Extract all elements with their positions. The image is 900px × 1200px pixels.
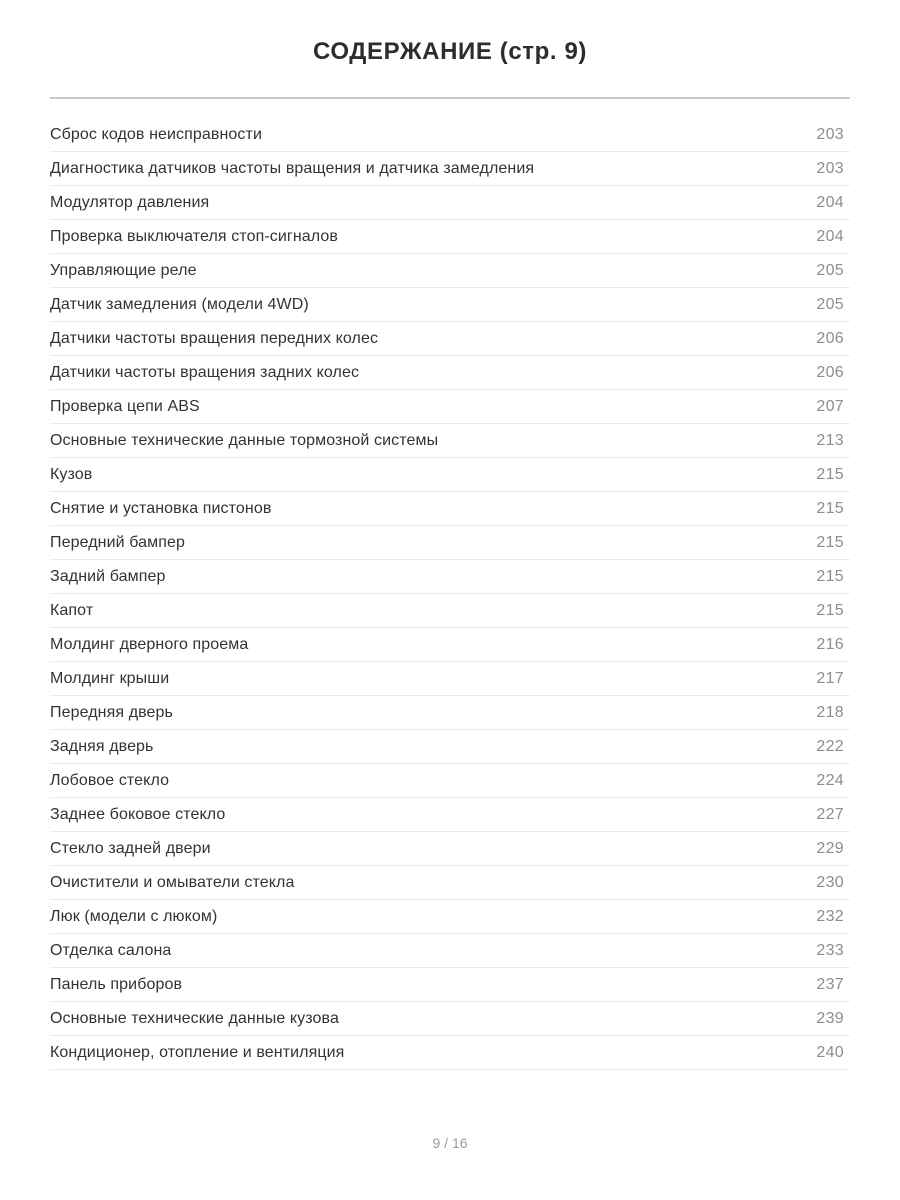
toc-row[interactable] (50, 560, 850, 594)
toc-row[interactable] (50, 628, 850, 662)
toc-entry-title: Молдинг дверного проема (50, 635, 249, 653)
toc-row[interactable] (50, 186, 850, 220)
toc-entry-page-number: 215 (816, 533, 844, 551)
toc-entry-title: Лобовое стекло (50, 771, 170, 789)
toc-entry-title: Диагностика датчиков частоты вращения и датчика замедления (50, 159, 535, 177)
toc-entry-title: Очистители и омыватели стекла (50, 873, 295, 891)
toc-row[interactable] (50, 866, 850, 900)
toc-entry-page-number: 205 (816, 295, 844, 313)
toc-entry-title: Заднее боковое стекло (50, 805, 226, 823)
toc-row[interactable] (50, 492, 850, 526)
toc-entry-page-number: 213 (816, 431, 844, 449)
page-title: СОДЕРЖАНИЕ (стр. 9) (313, 38, 587, 65)
toc-entry-title: Отделка салона (50, 941, 172, 959)
toc-entry-title: Кондиционер, отопление и вентиляция (50, 1043, 345, 1061)
toc-row[interactable] (50, 356, 850, 390)
toc-entry-title: Проверка цепи ABS (50, 397, 200, 415)
toc-entry-page-number: 215 (816, 499, 844, 517)
page-indicator: 9 / 16 (432, 1135, 468, 1151)
toc-list (50, 118, 850, 1070)
toc-entry-page-number: 229 (816, 839, 844, 857)
toc-row[interactable] (50, 220, 850, 254)
toc-entry-title: Кузов (50, 465, 93, 483)
toc-row[interactable] (50, 390, 850, 424)
toc-entry-page-number: 239 (816, 1009, 844, 1027)
toc-entry-page-number: 230 (816, 873, 844, 891)
toc-entry-page-number: 216 (816, 635, 844, 653)
toc-entry-page-number: 204 (816, 227, 844, 245)
toc-entry-title: Датчик замедления (модели 4WD) (50, 295, 309, 313)
toc-row[interactable] (50, 424, 850, 458)
toc-entry-title: Передний бампер (50, 533, 185, 551)
toc-row[interactable] (50, 934, 850, 968)
toc-entry-title: Основные технические данные кузова (50, 1009, 339, 1027)
toc-entry-page-number: 215 (816, 465, 844, 483)
toc-row[interactable] (50, 696, 850, 730)
toc-entry-title: Передняя дверь (50, 703, 173, 721)
toc-entry-title: Люк (модели с люком) (50, 907, 218, 925)
toc-row[interactable] (50, 1036, 850, 1070)
toc-entry-page-number: 215 (816, 601, 844, 619)
toc-entry-page-number: 232 (816, 907, 844, 925)
toc-entry-title: Снятие и установка пистонов (50, 499, 272, 517)
toc-entry-title: Сброс кодов неисправности (50, 125, 262, 143)
page-footer (50, 1133, 850, 1153)
toc-entry-title: Молдинг крыши (50, 669, 170, 687)
toc-entry-page-number: 203 (816, 159, 844, 177)
toc-entry-title: Управляющие реле (50, 261, 197, 279)
toc-row[interactable] (50, 662, 850, 696)
toc-row[interactable] (50, 594, 850, 628)
toc-entry-title: Стекло задней двери (50, 839, 211, 857)
toc-row[interactable] (50, 968, 850, 1002)
toc-row[interactable] (50, 526, 850, 560)
toc-row[interactable] (50, 900, 850, 934)
toc-row[interactable] (50, 152, 850, 186)
toc-entry-title: Датчики частоты вращения задних колес (50, 363, 360, 381)
toc-entry-title: Капот (50, 601, 94, 619)
toc-row[interactable] (50, 458, 850, 492)
toc-row[interactable] (50, 1002, 850, 1036)
toc-entry-page-number: 237 (816, 975, 844, 993)
toc-entry-page-number: 204 (816, 193, 844, 211)
toc-row[interactable] (50, 118, 850, 152)
toc-entry-title: Задняя дверь (50, 737, 154, 755)
toc-entry-title: Основные технические данные тормозной системы (50, 431, 439, 449)
toc-entry-page-number: 224 (816, 771, 844, 789)
toc-row[interactable] (50, 730, 850, 764)
header-divider (50, 97, 850, 99)
toc-entry-page-number: 222 (816, 737, 844, 755)
toc-entry-title: Проверка выключателя стоп-сигналов (50, 227, 338, 245)
toc-entry-page-number: 206 (816, 329, 844, 347)
toc-entry-page-number: 207 (816, 397, 844, 415)
toc-entry-page-number: 227 (816, 805, 844, 823)
toc-entry-page-number: 218 (816, 703, 844, 721)
toc-entry-page-number: 206 (816, 363, 844, 381)
toc-row[interactable] (50, 254, 850, 288)
toc-entry-page-number: 203 (816, 125, 844, 143)
toc-row[interactable] (50, 322, 850, 356)
toc-row[interactable] (50, 832, 850, 866)
toc-entry-page-number: 217 (816, 669, 844, 687)
toc-entry-page-number: 240 (816, 1043, 844, 1061)
toc-row[interactable] (50, 798, 850, 832)
toc-entry-title: Датчики частоты вращения передних колес (50, 329, 379, 347)
toc-entry-title: Панель приборов (50, 975, 183, 993)
toc-row[interactable] (50, 764, 850, 798)
toc-entry-title: Задний бампер (50, 567, 166, 585)
toc-entry-page-number: 215 (816, 567, 844, 585)
toc-entry-page-number: 205 (816, 261, 844, 279)
toc-entry-page-number: 233 (816, 941, 844, 959)
toc-entry-title: Модулятор давления (50, 193, 210, 211)
toc-row[interactable] (50, 288, 850, 322)
